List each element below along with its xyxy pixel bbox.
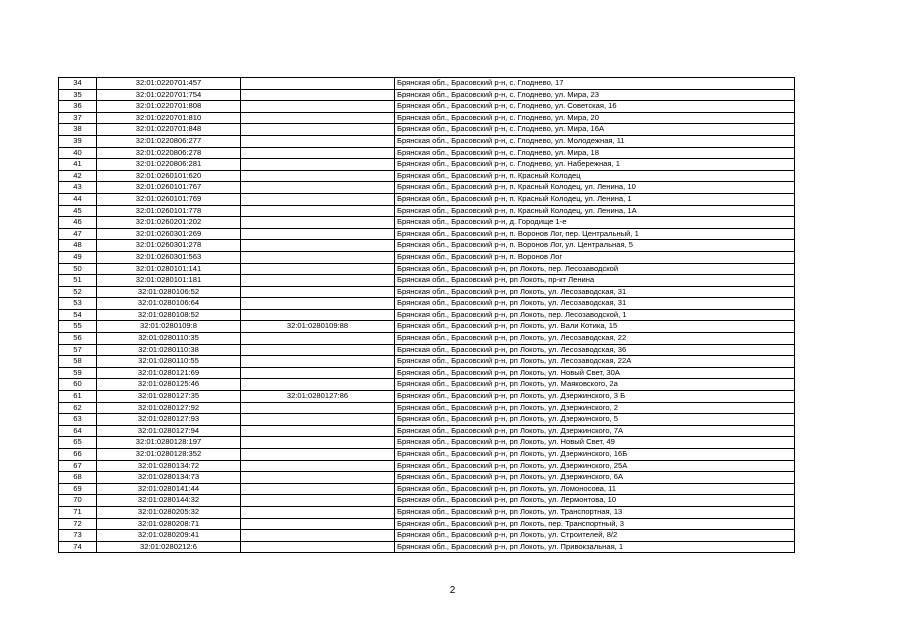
address-cell: Брянская обл., Брасовский р-н, рп Локоть, ул. Дзержинского, 2 <box>395 402 795 414</box>
related-cadastral-number-cell <box>241 495 395 507</box>
cadastral-number-cell: 32:01:0260101:767 <box>97 182 241 194</box>
row-number-cell: 41 <box>59 159 97 171</box>
table-row <box>59 101 795 113</box>
related-cadastral-number-cell <box>241 112 395 124</box>
related-cadastral-number-cell <box>241 182 395 194</box>
address-cell: Брянская обл., Брасовский р-н, рп Локоть, ул. Лесозаводская, 22А <box>395 356 795 368</box>
address-cell: Брянская обл., Брасовский р-н, рп Локоть, ул. Дзержинского, 7А <box>395 425 795 437</box>
related-cadastral-number-cell <box>241 78 395 90</box>
table-row <box>59 286 795 298</box>
table-row <box>59 367 795 379</box>
table-row <box>59 298 795 310</box>
table-row <box>59 391 795 403</box>
related-cadastral-number-cell <box>241 89 395 101</box>
row-number-cell: 50 <box>59 263 97 275</box>
row-number-cell: 35 <box>59 89 97 101</box>
row-number-cell: 44 <box>59 193 97 205</box>
cadastral-number-cell: 32:01:0280134:73 <box>97 472 241 484</box>
address-cell: Брянская обл., Брасовский р-н, с. Глоднево, ул. Мира, 23 <box>395 89 795 101</box>
table-row <box>59 205 795 217</box>
address-cell: Брянская обл., Брасовский р-н, рп Локоть, пер. Транспортный, 3 <box>395 518 795 530</box>
related-cadastral-number-cell <box>241 344 395 356</box>
row-number-cell: 74 <box>59 541 97 553</box>
address-cell: Брянская обл., Брасовский р-н, с. Глоднево, ул. Советская, 16 <box>395 101 795 113</box>
row-number-cell: 60 <box>59 379 97 391</box>
address-cell: Брянская обл., Брасовский р-н, п. Воронов Лог <box>395 251 795 263</box>
row-number-cell: 58 <box>59 356 97 368</box>
row-number-cell: 51 <box>59 275 97 287</box>
related-cadastral-number-cell <box>241 251 395 263</box>
related-cadastral-number-cell <box>241 228 395 240</box>
cadastral-number-cell: 32:01:0280106:52 <box>97 286 241 298</box>
address-cell: Брянская обл., Брасовский р-н, п. Красный Колодец, ул. Ленина, 1 <box>395 193 795 205</box>
row-number-cell: 49 <box>59 251 97 263</box>
related-cadastral-number-cell <box>241 483 395 495</box>
cadastral-number-cell: 32:01:0280212:6 <box>97 541 241 553</box>
related-cadastral-number-cell <box>241 101 395 113</box>
row-number-cell: 46 <box>59 217 97 229</box>
cadastral-number-cell: 32:01:0220701:754 <box>97 89 241 101</box>
cadastral-number-cell: 32:01:0220806:281 <box>97 159 241 171</box>
table-row <box>59 414 795 426</box>
table-row <box>59 182 795 194</box>
cadastral-number-cell: 32:01:0260101:620 <box>97 170 241 182</box>
table-row <box>59 135 795 147</box>
address-cell: Брянская обл., Брасовский р-н, рп Локоть, ул. Лесозаводская, 36 <box>395 344 795 356</box>
row-number-cell: 36 <box>59 101 97 113</box>
row-number-cell: 69 <box>59 483 97 495</box>
address-cell: Брянская обл., Брасовский р-н, рп Локоть, ул. Дзержинского, 6А <box>395 472 795 484</box>
cadastral-number-cell: 32:01:0260301:278 <box>97 240 241 252</box>
related-cadastral-number-cell <box>241 425 395 437</box>
address-cell: Брянская обл., Брасовский р-н, рп Локоть, пр-кт Ленина <box>395 275 795 287</box>
table-row <box>59 506 795 518</box>
row-number-cell: 61 <box>59 391 97 403</box>
related-cadastral-number-cell <box>241 472 395 484</box>
related-cadastral-number-cell <box>241 402 395 414</box>
cadastral-number-cell: 32:01:0220701:808 <box>97 101 241 113</box>
related-cadastral-number-cell: 32:01:0280109:88 <box>241 321 395 333</box>
address-cell: Брянская обл., Брасовский р-н, д. Городище 1-е <box>395 217 795 229</box>
cadastral-number-cell: 32:01:0220806:277 <box>97 135 241 147</box>
table-row <box>59 437 795 449</box>
address-cell: Брянская обл., Брасовский р-н, рп Локоть, ул. Лесозаводская, 31 <box>395 286 795 298</box>
related-cadastral-number-cell <box>241 309 395 321</box>
row-number-cell: 47 <box>59 228 97 240</box>
row-number-cell: 68 <box>59 472 97 484</box>
table-row <box>59 309 795 321</box>
address-cell: Брянская обл., Брасовский р-н, рп Локоть, ул. Лермонтова, 10 <box>395 495 795 507</box>
cadastral-number-cell: 32:01:0280127:94 <box>97 425 241 437</box>
address-cell: Брянская обл., Брасовский р-н, п. Воронов Лог, пер. Центральный, 1 <box>395 228 795 240</box>
row-number-cell: 63 <box>59 414 97 426</box>
cadastral-number-cell: 32:01:0260101:769 <box>97 193 241 205</box>
row-number-cell: 67 <box>59 460 97 472</box>
address-cell: Брянская обл., Брасовский р-н, с. Глоднево, ул. Мира, 18 <box>395 147 795 159</box>
row-number-cell: 53 <box>59 298 97 310</box>
cadastral-number-cell: 32:01:0280205:32 <box>97 506 241 518</box>
cadastral-number-cell: 32:01:0260301:563 <box>97 251 241 263</box>
related-cadastral-number-cell <box>241 217 395 229</box>
address-cell: Брянская обл., Брасовский р-н, с. Глоднево, 17 <box>395 78 795 90</box>
cadastral-number-cell: 32:01:0280208:71 <box>97 518 241 530</box>
row-number-cell: 45 <box>59 205 97 217</box>
table-row <box>59 78 795 90</box>
address-cell: Брянская обл., Брасовский р-н, рп Локоть, ул. Привокзальная, 1 <box>395 541 795 553</box>
related-cadastral-number-cell: 32:01:0280127:86 <box>241 391 395 403</box>
cadastral-number-cell: 32:01:0280127:92 <box>97 402 241 414</box>
row-number-cell: 43 <box>59 182 97 194</box>
table-row <box>59 228 795 240</box>
cadastral-number-cell: 32:01:0280108:52 <box>97 309 241 321</box>
table-row <box>59 518 795 530</box>
row-number-cell: 65 <box>59 437 97 449</box>
row-number-cell: 73 <box>59 530 97 542</box>
cadastral-number-cell: 32:01:0280110:35 <box>97 333 241 345</box>
table-row <box>59 483 795 495</box>
related-cadastral-number-cell <box>241 263 395 275</box>
table-row <box>59 495 795 507</box>
cadastral-number-cell: 32:01:0280127:93 <box>97 414 241 426</box>
table-row <box>59 217 795 229</box>
table-row <box>59 89 795 101</box>
row-number-cell: 39 <box>59 135 97 147</box>
table-row <box>59 356 795 368</box>
address-cell: Брянская обл., Брасовский р-н, рп Локоть, ул. Дзержинского, 16Б <box>395 449 795 461</box>
table-row <box>59 460 795 472</box>
cadastral-number-cell: 32:01:0280128:197 <box>97 437 241 449</box>
address-cell: Брянская обл., Брасовский р-н, рп Локоть, ул. Дзержинского, 5 <box>395 414 795 426</box>
table-row <box>59 263 795 275</box>
related-cadastral-number-cell <box>241 159 395 171</box>
address-cell: Брянская обл., Брасовский р-н, п. Красный Колодец <box>395 170 795 182</box>
address-cell: Брянская обл., Брасовский р-н, рп Локоть, ул. Маяковского, 2а <box>395 379 795 391</box>
address-cell: Брянская обл., Брасовский р-н, с. Глоднево, ул. Набережная, 1 <box>395 159 795 171</box>
row-number-cell: 71 <box>59 506 97 518</box>
related-cadastral-number-cell <box>241 170 395 182</box>
row-number-cell: 54 <box>59 309 97 321</box>
table-row <box>59 379 795 391</box>
row-number-cell: 34 <box>59 78 97 90</box>
cadastral-number-cell: 32:01:0280128:352 <box>97 449 241 461</box>
address-cell: Брянская обл., Брасовский р-н, п. Красный Колодец, ул. Ленина, 10 <box>395 182 795 194</box>
table-row <box>59 240 795 252</box>
row-number-cell: 55 <box>59 321 97 333</box>
cadastral-number-cell: 32:01:0280209:41 <box>97 530 241 542</box>
cadastral-number-cell: 32:01:0280101:181 <box>97 275 241 287</box>
address-cell: Брянская обл., Брасовский р-н, рп Локоть, пер. Лесозаводской, 1 <box>395 309 795 321</box>
property-register-table <box>58 77 795 553</box>
row-number-cell: 37 <box>59 112 97 124</box>
table-row <box>59 344 795 356</box>
table-row <box>59 251 795 263</box>
table-row <box>59 147 795 159</box>
table-row <box>59 472 795 484</box>
address-cell: Брянская обл., Брасовский р-н, рп Локоть, ул. Новый Свет, 30А <box>395 367 795 379</box>
related-cadastral-number-cell <box>241 240 395 252</box>
cadastral-number-cell: 32:01:0220701:810 <box>97 112 241 124</box>
cadastral-number-cell: 32:01:0220701:848 <box>97 124 241 136</box>
table-body <box>59 78 795 553</box>
row-number-cell: 72 <box>59 518 97 530</box>
address-cell: Брянская обл., Брасовский р-н, рп Локоть, ул. Вали Котика, 15 <box>395 321 795 333</box>
related-cadastral-number-cell <box>241 437 395 449</box>
table-row <box>59 170 795 182</box>
row-number-cell: 38 <box>59 124 97 136</box>
table-row <box>59 321 795 333</box>
table-row <box>59 193 795 205</box>
table-row <box>59 541 795 553</box>
related-cadastral-number-cell <box>241 286 395 298</box>
row-number-cell: 59 <box>59 367 97 379</box>
related-cadastral-number-cell <box>241 124 395 136</box>
address-cell: Брянская обл., Брасовский р-н, рп Локоть, ул. Дзержинского, 3 Б <box>395 391 795 403</box>
cadastral-number-cell: 32:01:0280110:38 <box>97 344 241 356</box>
cadastral-number-cell: 32:01:0280134:72 <box>97 460 241 472</box>
address-cell: Брянская обл., Брасовский р-н, рп Локоть, ул. Строителей, 8/2 <box>395 530 795 542</box>
address-cell: Брянская обл., Брасовский р-н, рп Локоть, ул. Новый Свет, 49 <box>395 437 795 449</box>
address-cell: Брянская обл., Брасовский р-н, с. Глоднево, ул. Мира, 20 <box>395 112 795 124</box>
address-cell: Брянская обл., Брасовский р-н, рп Локоть, ул. Транспортная, 13 <box>395 506 795 518</box>
cadastral-number-cell: 32:01:0260201:202 <box>97 217 241 229</box>
table-row <box>59 425 795 437</box>
cadastral-number-cell: 32:01:0260101:778 <box>97 205 241 217</box>
related-cadastral-number-cell <box>241 506 395 518</box>
related-cadastral-number-cell <box>241 460 395 472</box>
related-cadastral-number-cell <box>241 367 395 379</box>
related-cadastral-number-cell <box>241 333 395 345</box>
table-row <box>59 402 795 414</box>
related-cadastral-number-cell <box>241 275 395 287</box>
related-cadastral-number-cell <box>241 205 395 217</box>
row-number-cell: 52 <box>59 286 97 298</box>
address-cell: Брянская обл., Брасовский р-н, рп Локоть, ул. Лесозаводская, 31 <box>395 298 795 310</box>
related-cadastral-number-cell <box>241 193 395 205</box>
cadastral-number-cell: 32:01:0280109:8 <box>97 321 241 333</box>
row-number-cell: 40 <box>59 147 97 159</box>
address-cell: Брянская обл., Брасовский р-н, рп Локоть, ул. Дзержинского, 25А <box>395 460 795 472</box>
row-number-cell: 57 <box>59 344 97 356</box>
related-cadastral-number-cell <box>241 135 395 147</box>
table-row <box>59 275 795 287</box>
row-number-cell: 42 <box>59 170 97 182</box>
related-cadastral-number-cell <box>241 541 395 553</box>
row-number-cell: 66 <box>59 449 97 461</box>
table-row <box>59 333 795 345</box>
row-number-cell: 48 <box>59 240 97 252</box>
address-cell: Брянская обл., Брасовский р-н, п. Красный Колодец, ул. Ленина, 1А <box>395 205 795 217</box>
cadastral-number-cell: 32:01:0280121:69 <box>97 367 241 379</box>
cadastral-number-cell: 32:01:0280106:64 <box>97 298 241 310</box>
address-cell: Брянская обл., Брасовский р-н, п. Воронов Лог, ул. Центральная, 5 <box>395 240 795 252</box>
table-row <box>59 112 795 124</box>
cadastral-number-cell: 32:01:0260301:269 <box>97 228 241 240</box>
related-cadastral-number-cell <box>241 379 395 391</box>
cadastral-number-cell: 32:01:0220701:457 <box>97 78 241 90</box>
row-number-cell: 56 <box>59 333 97 345</box>
table-row <box>59 449 795 461</box>
address-cell: Брянская обл., Брасовский р-н, рп Локоть, ул. Лесозаводская, 22 <box>395 333 795 345</box>
cadastral-number-cell: 32:01:0280144:32 <box>97 495 241 507</box>
related-cadastral-number-cell <box>241 518 395 530</box>
address-cell: Брянская обл., Брасовский р-н, с. Глоднево, ул. Молодежная, 11 <box>395 135 795 147</box>
table-row <box>59 124 795 136</box>
table-row <box>59 159 795 171</box>
related-cadastral-number-cell <box>241 298 395 310</box>
row-number-cell: 62 <box>59 402 97 414</box>
address-cell: Брянская обл., Брасовский р-н, с. Глоднево, ул. Мира, 16А <box>395 124 795 136</box>
related-cadastral-number-cell <box>241 449 395 461</box>
related-cadastral-number-cell <box>241 356 395 368</box>
row-number-cell: 64 <box>59 425 97 437</box>
cadastral-number-cell: 32:01:0280127:35 <box>97 391 241 403</box>
row-number-cell: 70 <box>59 495 97 507</box>
cadastral-number-cell: 32:01:0220806:278 <box>97 147 241 159</box>
related-cadastral-number-cell <box>241 147 395 159</box>
cadastral-number-cell: 32:01:0280141:44 <box>97 483 241 495</box>
table-row <box>59 530 795 542</box>
cadastral-number-cell: 32:01:0280101:141 <box>97 263 241 275</box>
address-cell: Брянская обл., Брасовский р-н, рп Локоть, ул. Ломоносова, 11 <box>395 483 795 495</box>
related-cadastral-number-cell <box>241 530 395 542</box>
cadastral-number-cell: 32:01:0280125:46 <box>97 379 241 391</box>
page-number: 2 <box>449 585 456 596</box>
cadastral-number-cell: 32:01:0280110:55 <box>97 356 241 368</box>
address-cell: Брянская обл., Брасовский р-н, рп Локоть, пер. Лесозаводской <box>395 263 795 275</box>
related-cadastral-number-cell <box>241 414 395 426</box>
